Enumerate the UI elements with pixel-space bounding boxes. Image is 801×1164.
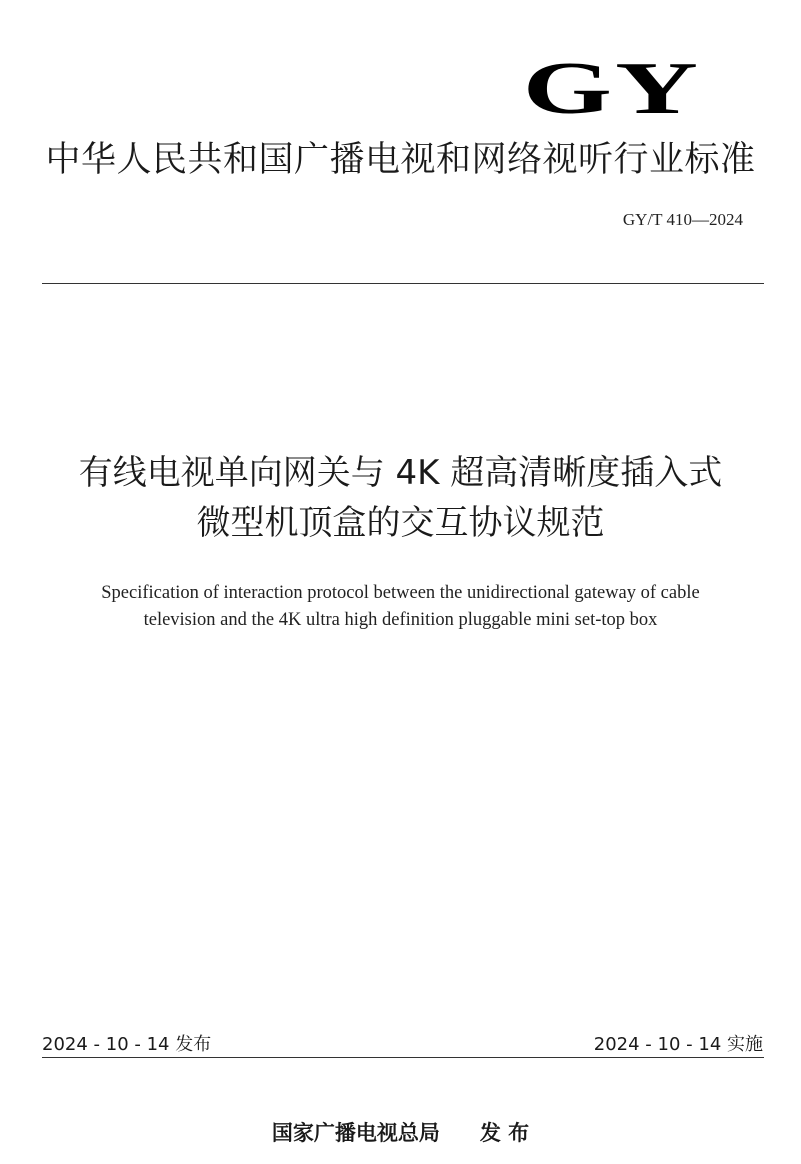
issue-date: 2024 - 10 - 14 发布 bbox=[42, 1034, 212, 1055]
english-title bbox=[0, 580, 801, 634]
english-title-line-1: Specification of interaction protocol between the unidirectional gateway of cable bbox=[101, 583, 700, 603]
top-divider bbox=[42, 283, 764, 284]
publish-action: 发 布 bbox=[479, 1121, 530, 1145]
bottom-divider bbox=[42, 1057, 764, 1058]
publisher-line bbox=[0, 1117, 801, 1147]
chinese-title bbox=[0, 448, 801, 548]
issuer-title: 中华人民共和国广播电视和网络视听行业标准 bbox=[45, 140, 756, 180]
chinese-title-line-2: 微型机顶盒的交互协议规范 bbox=[196, 503, 605, 543]
chinese-title-line-1: 有线电视单向网关与 4K 超高清晰度插入式 bbox=[78, 453, 723, 493]
english-title-line-2: television and the 4K ultra high definition pluggable mini set-top box bbox=[143, 610, 658, 630]
implementation-date: 2024 - 10 - 14 实施 bbox=[593, 1034, 763, 1055]
standard-number: GY/T 410—2024 bbox=[622, 210, 743, 229]
gy-logo: GY bbox=[522, 48, 701, 130]
publisher-name: 国家广播电视总局 bbox=[271, 1121, 440, 1145]
